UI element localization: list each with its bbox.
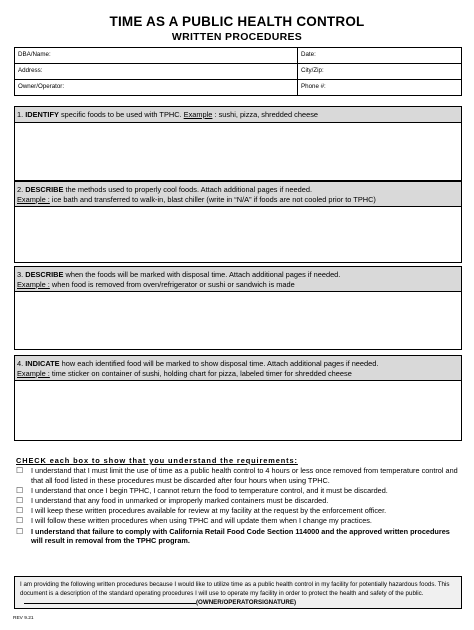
dba-name-field[interactable]: DBA/Name: — [15, 48, 298, 63]
section-describe-cooling — [14, 181, 462, 263]
requirement-item — [16, 527, 462, 546]
requirement-text: I will keep these written procedures available for review at my facility at the request by the enforcement officer. — [31, 506, 387, 516]
section-instruction: the methods used to properly cool foods. Attach additional pages if needed. — [63, 185, 313, 194]
example-text: : sushi, pizza, shredded cheese — [212, 110, 319, 119]
checkbox-icon[interactable]: ☐ — [16, 485, 24, 495]
section-indicate-disposal — [14, 355, 462, 441]
requirement-item — [16, 466, 462, 485]
city-zip-field[interactable]: City/Zip: — [301, 67, 324, 74]
checkbox-icon[interactable]: ☐ — [16, 526, 24, 536]
phone-field[interactable]: Phone #: — [301, 83, 326, 90]
example-text: ice bath and transferred to walk-in, blast chiller (write in “N/A” if foods are not cooled prior to TPHC) — [49, 194, 376, 204]
requirement-text: I understand that I must limit the use of time as a public health control to 4 hours or less once removed from temperature control and that all food listed in these procedures must be discarded after four hours when using TPHC. — [31, 466, 458, 485]
section-header — [15, 356, 461, 381]
checkbox-icon[interactable]: ☐ — [16, 506, 24, 516]
section-number: 4. — [17, 359, 24, 368]
facility-info-table — [14, 47, 462, 96]
example-label: Example : — [17, 279, 50, 289]
section-number: 3. — [17, 270, 24, 279]
section-header — [15, 182, 461, 207]
document-title: TIME AS A PUBLIC HEALTH CONTROL — [109, 14, 365, 29]
document-subtitle: WRITTEN PROCEDURES — [171, 31, 303, 43]
requirement-item — [16, 496, 462, 506]
date-field[interactable]: Date: — [301, 51, 316, 58]
example-label: Example : — [17, 368, 50, 378]
requirement-text: I understand that any food in unmarked or improperly marked containers must be discarded. — [31, 495, 329, 505]
section-instruction: when the foods will be marked with disposal time. Attach additional pages if needed. — [63, 270, 341, 279]
checkbox-icon[interactable]: ☐ — [16, 516, 24, 526]
section-keyword: INDICATE — [25, 359, 60, 368]
section-instruction: how each identified food will be marked to show disposal time. Attach additional pages if needed. — [59, 359, 379, 368]
requirement-text: I understand that failure to comply with California Retail Food Code Section 114000 and the approved written procedures will result in removal from the TPHC program. — [31, 526, 450, 546]
section-instruction: specific foods to be used with TPHC. — [58, 110, 184, 119]
example-text: time sticker on container of sushi, holding chart for pizza, labeled timer for shredded cheese — [49, 368, 352, 378]
address-field[interactable]: Address: — [15, 64, 298, 79]
section-number: 1. — [17, 110, 24, 119]
checkbox-icon[interactable]: ☐ — [16, 495, 24, 505]
section-answer-area[interactable] — [15, 292, 461, 349]
requirement-item — [16, 486, 462, 496]
info-row-owner — [15, 80, 461, 95]
section-answer-area[interactable] — [15, 123, 461, 180]
owner-operator-field[interactable]: Owner/Operator: — [15, 80, 298, 95]
info-row-address — [15, 64, 461, 80]
section-answer-area[interactable] — [15, 381, 461, 440]
requirements-checklist — [16, 466, 462, 546]
section-identify — [14, 106, 462, 181]
example-label: Example — [183, 110, 213, 119]
example-text: when food is removed from oven/refrigerator or sushi or sandwich is made — [49, 279, 295, 289]
section-describe-marking — [14, 266, 462, 350]
requirements-title: CHECK each box to show that you understand the requirements: — [16, 456, 298, 465]
example-label: Example : — [17, 194, 50, 204]
revision-label: REV 9.21 — [13, 616, 34, 621]
owner-statement-box — [14, 576, 462, 609]
section-number: 2. — [17, 185, 24, 194]
requirement-text: I will follow these written procedures when using TPHC and will update them when I change my practices. — [31, 516, 372, 526]
statement-text: I am providing the following written procedures because I would like to utilize time as a public health control in my facility for potentially hazardous foods. This document is a description of the standard operating procedures I will use to operate my facility in order to protect the health and safety of the public. — [20, 581, 450, 597]
signature-label: (OWNER/OPERATORSIGNATURE) — [196, 599, 297, 606]
section-keyword: DESCRIBE — [25, 185, 64, 194]
info-row-name — [15, 48, 461, 64]
signature-line[interactable] — [24, 598, 196, 604]
section-answer-area[interactable] — [15, 207, 461, 262]
requirement-item — [16, 516, 462, 526]
requirement-text: I understand that once I begin TPHC, I cannot return the food to temperature control, and it must be discarded. — [31, 485, 388, 495]
checkbox-icon[interactable]: ☐ — [16, 466, 24, 475]
section-header — [15, 107, 461, 123]
requirement-item — [16, 506, 462, 516]
section-keyword: IDENTIFY — [25, 110, 59, 119]
section-keyword: DESCRIBE — [25, 270, 64, 279]
section-header — [15, 267, 461, 292]
